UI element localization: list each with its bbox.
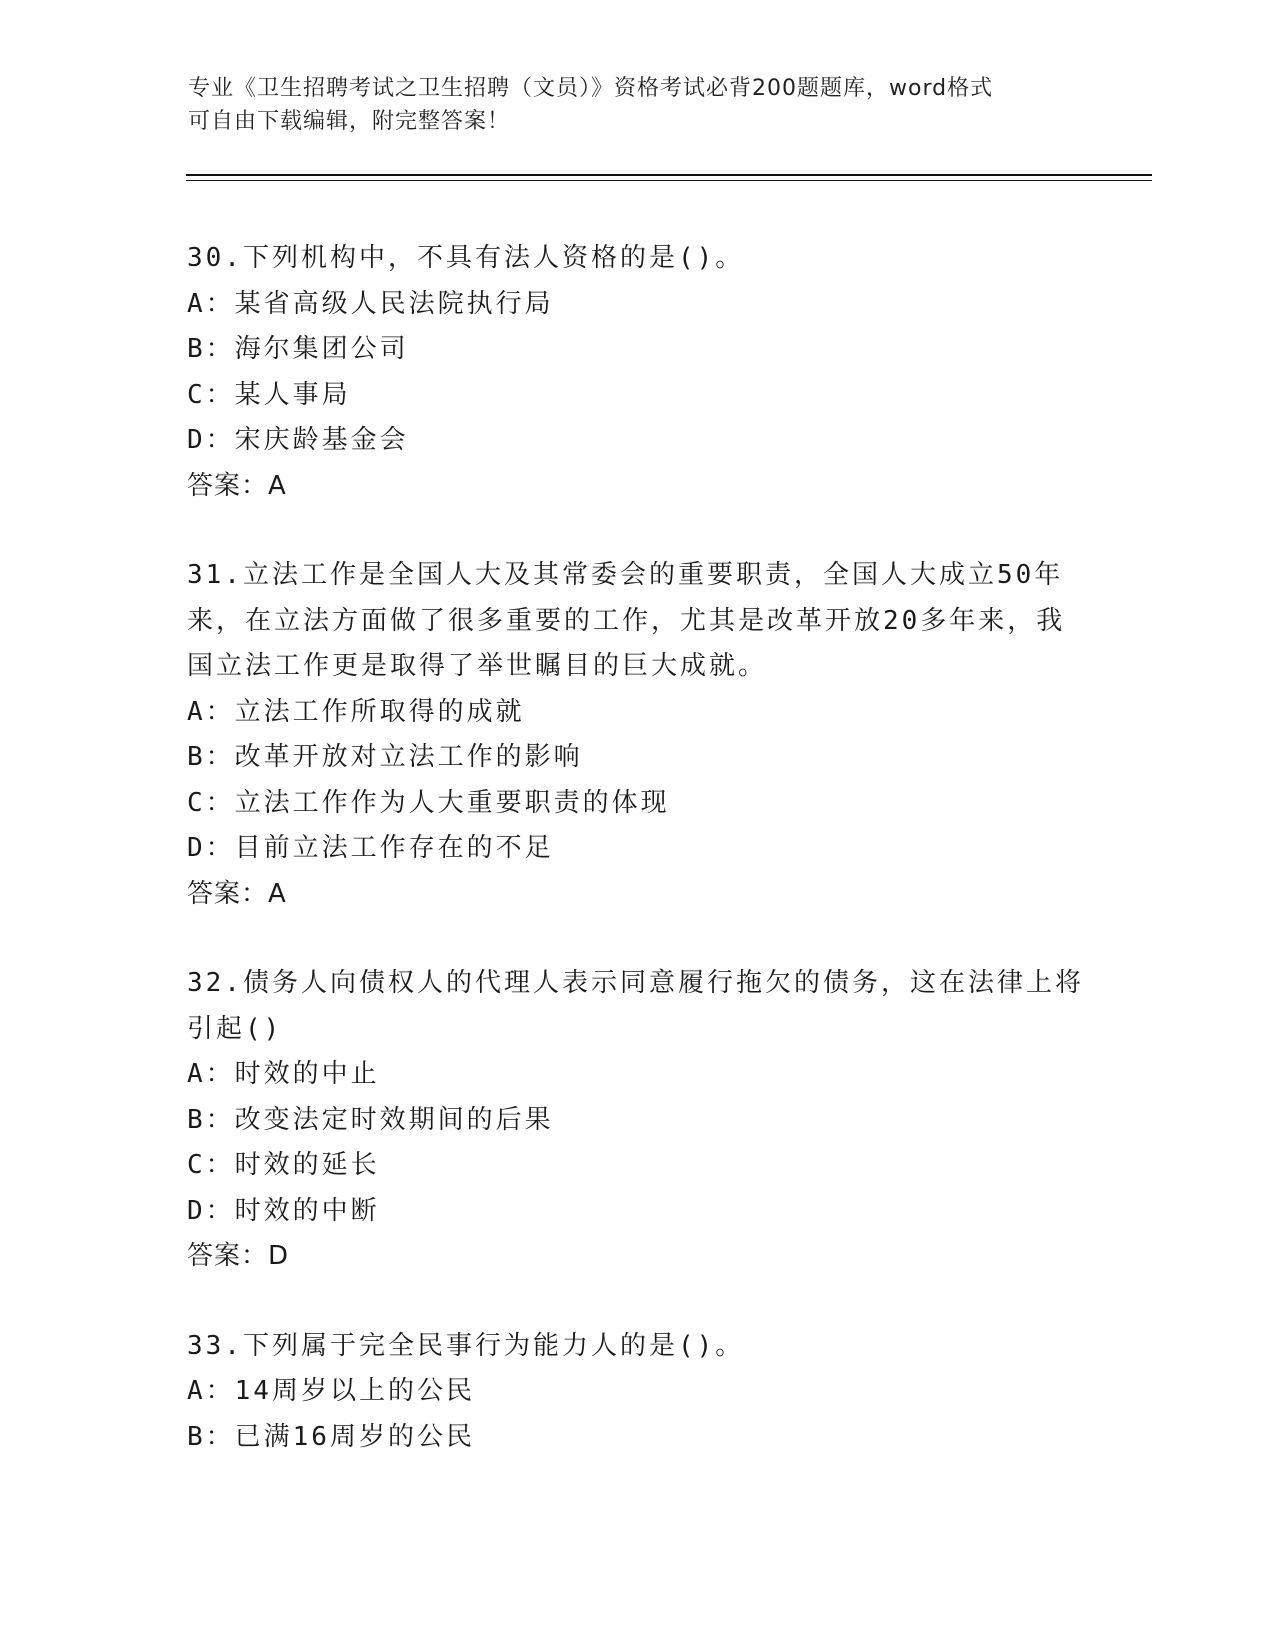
question-stem-line-2: 来，在立法方面做了很多重要的工作，尤其是改革开放20多年来，我 [187, 605, 1066, 636]
option-b: B：海尔集团公司 [187, 334, 409, 364]
question-31 [187, 553, 1087, 917]
option-c: C：时效的延长 [187, 1150, 380, 1180]
header-divider-thin [186, 180, 1152, 181]
option-a: A：某省高级人民法院执行局 [187, 288, 554, 319]
question-30 [187, 236, 1087, 509]
option-c: C：某人事局 [187, 379, 351, 410]
option-d: D：时效的中断 [187, 1195, 380, 1226]
header-line-2: 可自由下载编辑，附完整答案！ [188, 109, 511, 134]
header-divider-thick [186, 174, 1152, 176]
question-33 [187, 1324, 1087, 1461]
answer-label: 答案：A [187, 878, 287, 909]
option-a: A：立法工作所取得的成就 [187, 696, 525, 727]
answer-label: 答案：D [187, 1241, 290, 1271]
question-stem-line-3: 国立法工作更是取得了举世瞩目的巨大成就。 [187, 651, 768, 681]
question-32 [187, 961, 1087, 1280]
option-d: D：宋庆龄基金会 [187, 425, 409, 455]
option-b: B：改革开放对立法工作的影响 [187, 742, 583, 772]
option-a: A：14周岁以上的公民 [187, 1376, 475, 1406]
option-b: B：改变法定时效期间的后果 [187, 1104, 554, 1135]
question-stem-line-1: 31.立法工作是全国人大及其常委会的重要职责，全国人大成立50年 [187, 560, 1064, 590]
option-c: C：立法工作作为人大重要职责的体现 [187, 787, 670, 818]
option-a: A：时效的中止 [187, 1059, 380, 1089]
question-list [187, 236, 1087, 1504]
header-line-1: 专业《卫生招聘考试之卫生招聘（文员）》资格考试必背200题题库，word格式 [188, 76, 994, 101]
question-stem: 30.下列机构中，不具有法人资格的是()。 [187, 243, 745, 273]
option-d: D：目前立法工作存在的不足 [187, 833, 554, 863]
document-header [188, 72, 1068, 138]
question-stem-line-2: 引起() [187, 1013, 283, 1044]
option-b: B：已满16周岁的公民 [187, 1421, 475, 1452]
question-stem: 33.下列属于完全民事行为能力人的是()。 [187, 1330, 745, 1361]
question-stem-line-1: 32.债务人向债权人的代理人表示同意履行拖欠的债务，这在法律上将 [187, 968, 1084, 998]
answer-label: 答案：A [187, 470, 287, 501]
